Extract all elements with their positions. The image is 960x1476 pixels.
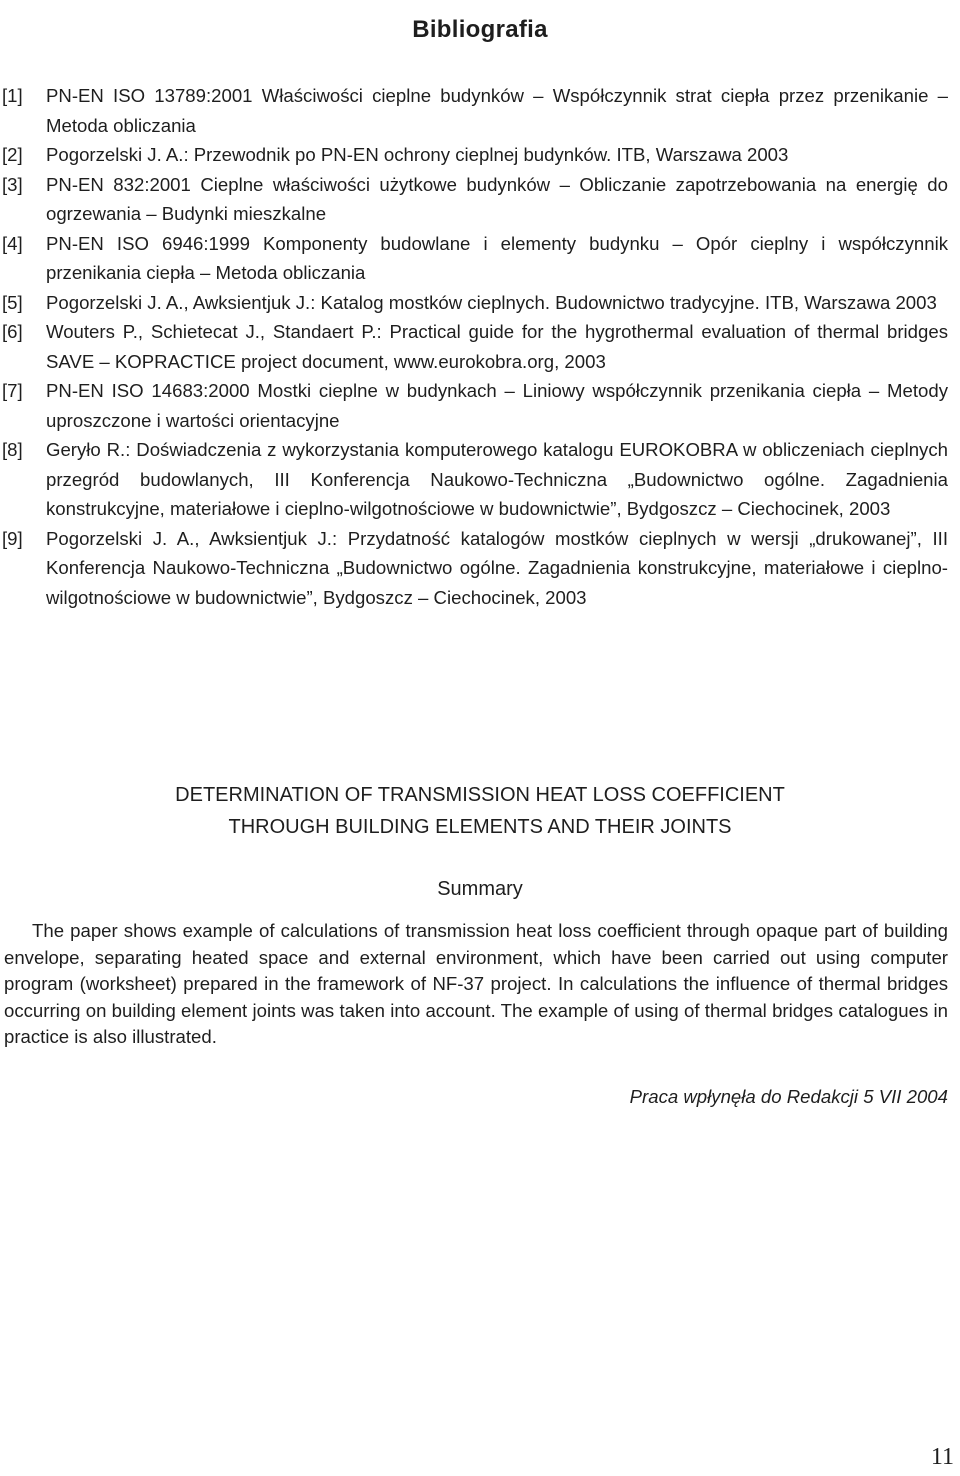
reference-number: [6]: [2, 321, 23, 342]
reference-number: [5]: [2, 291, 23, 313]
reference-text: Geryło R.: Doświadczenia z wykorzystania komputerowego katalogu EUROKOBRA w obliczeniach cieplnych przegród budowlanych, III Konferencja Naukowo-Techniczna „Budownictwo ogólne. Zagadnienia konstrukcyjne, materiałowe i cieplno-wilgotnościowe w budownictwie”, Bydgoszcz – Ciechocinek, 2003: [46, 439, 948, 519]
summary-heading: Summary: [437, 878, 523, 900]
reference-number: [8]: [2, 439, 23, 460]
reference-item: [0, 435, 960, 524]
reference-text: PN-EN ISO 14683:2000 Mostki cieplne w budynkach – Liniowy współczynnik przenikania ciepła – Metody uproszczone i wartości orientacyjne: [46, 380, 948, 431]
reference-item: [0, 317, 960, 376]
english-title-line-1: DETERMINATION OF TRANSMISSION HEAT LOSS COEFFICIENT: [175, 784, 785, 806]
reference-text: PN-EN 832:2001 Cieplne właściwości użytkowe budynków – Obliczanie zapotrzebowania na energię do ogrzewania – Budynki mieszkalne: [46, 173, 948, 224]
reference-text: PN-EN ISO 13789:2001 Właściwości cieplne budynków – Współczynnik strat ciepła przez przenikanie – Metoda obliczania: [46, 85, 948, 136]
english-title: [0, 779, 960, 843]
reference-item: [0, 524, 960, 613]
reference-number: [1]: [2, 85, 23, 106]
reference-item: [0, 81, 960, 140]
reference-item: [0, 376, 960, 435]
reference-item: [0, 140, 960, 170]
reference-number: [9]: [2, 527, 23, 549]
reference-item: [0, 288, 960, 318]
reference-text: Pogorzelski J. A., Awksientjuk J.: Katalog mostków cieplnych. Budownictwo tradycyjne. ITB, Warszawa 2003: [46, 291, 937, 313]
reference-number: [2]: [2, 144, 23, 165]
page-number: 11: [930, 1444, 954, 1470]
reference-text: Pogorzelski J. A.: Przewodnik po PN-EN ochrony cieplnej budynków. ITB, Warszawa 2003: [46, 144, 789, 165]
bibliography-list: [0, 81, 960, 612]
reference-text: Pogorzelski J. A., Awksientjuk J.: Przydatność katalogów mostków cieplnych w wersji „drukowanej”, III Konferencja Naukowo-Techniczna „Budownictwo ogólne. Zagadnienia konstrukcyjne, materiałowe i cieplno-wilgotnościowe w budownictwie”, Bydgoszcz – Ciechocinek, 2003: [46, 527, 948, 608]
received-note: Praca wpłynęła do Redakcji 5 VII 2004: [629, 1086, 948, 1107]
summary-paragraph: The paper shows example of calculations of transmission heat loss coefficient through opaque part of building envelope, separating heated space and external environment, which have been carried out using computer program (worksheet) prepared in the framework of NF-37 project. In calculations the influence of thermal bridges occurring on building element joints was taken into account. The example of using of thermal bridges catalogues in practice is also illustrated.: [4, 920, 948, 1047]
reference-text: PN-EN ISO 6946:1999 Komponenty budowlane i elementy budynku – Opór cieplny i współczynnik przenikania ciepła – Metoda obliczania: [46, 232, 948, 283]
page-heading: Bibliografia: [412, 16, 548, 43]
reference-number: [3]: [2, 173, 23, 195]
english-title-line-2: THROUGH BUILDING ELEMENTS AND THEIR JOINTS: [228, 816, 732, 838]
reference-item: [0, 170, 960, 229]
reference-text: Wouters P., Schietecat J., Standaert P.: Practical guide for the hygrothermal evaluation of thermal bridges SAVE – KOPRACTICE project document, www.eurokobra.org, 2003: [46, 321, 948, 372]
reference-number: [4]: [2, 232, 23, 254]
reference-number: [7]: [2, 380, 23, 401]
reference-item: [0, 229, 960, 288]
